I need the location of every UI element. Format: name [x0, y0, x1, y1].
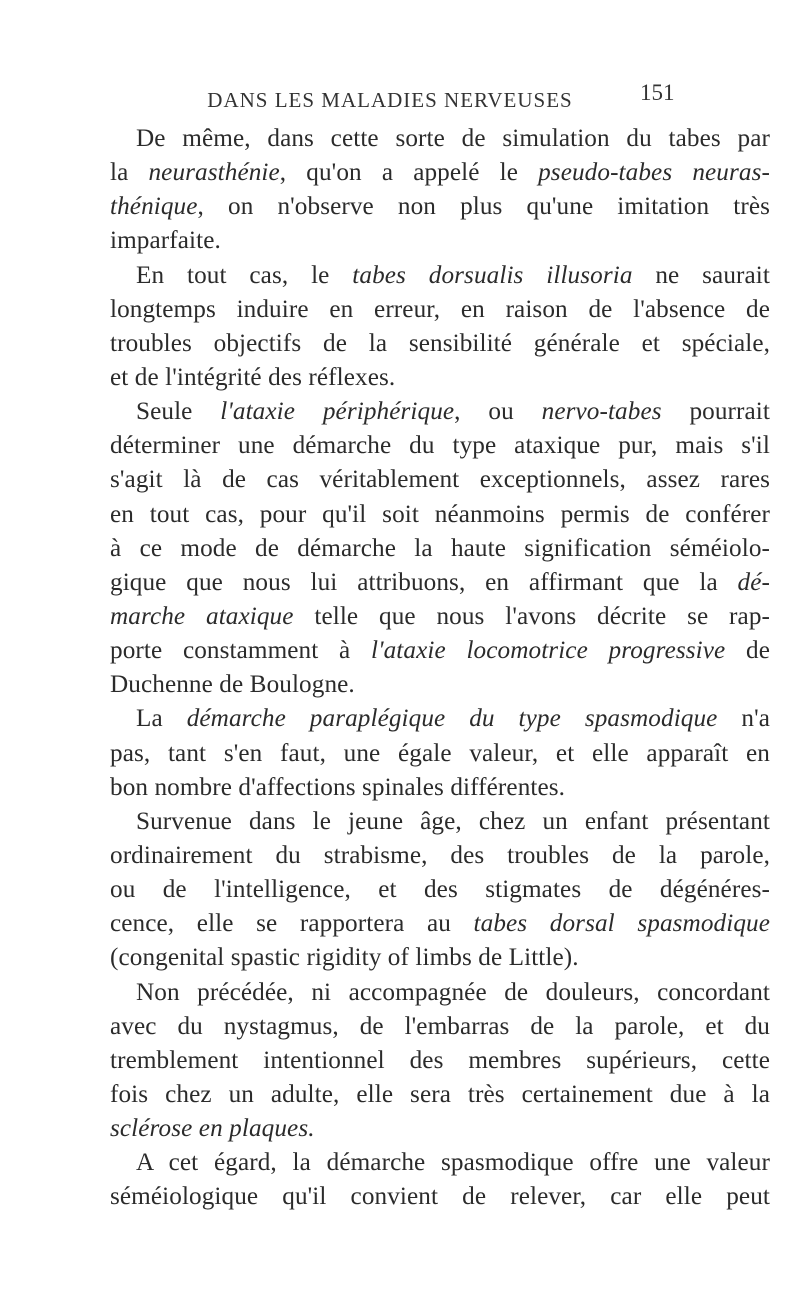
text-run: en tout cas, pour qu'il soit néanmoins permis de conférer — [110, 500, 770, 528]
text-line — [110, 327, 770, 361]
text-line — [110, 941, 770, 975]
text-run: gique que nous lui attribuons, en affirmant que la — [110, 568, 738, 596]
body-text — [110, 122, 770, 1215]
text-run: imparfaite. — [110, 227, 221, 255]
text-run: pas, tant s'en faut, une égale valeur, et elle apparaît en — [110, 739, 770, 767]
text-line — [110, 839, 770, 873]
italic-text: thénique — [110, 193, 198, 221]
text-run: s'agit là de cas véritablement exceptionnels, assez rares — [110, 466, 770, 494]
italic-text: l'ataxie périphérique — [220, 398, 455, 426]
text-run: (congenital spastic rigidity of limbs de Little). — [110, 944, 579, 972]
text-run: longtemps induire en erreur, en raison de l'absence de — [110, 295, 770, 323]
text-line — [110, 293, 770, 327]
page-number: 151 — [640, 80, 675, 105]
text-line — [110, 463, 770, 497]
text-line — [110, 873, 770, 907]
italic-text: pseudo-tabes neuras- — [538, 159, 770, 187]
text-run: ou de l'intelligence, et des stigmates de dégénéres- — [110, 876, 770, 904]
italic-text: l'ataxie locomotrice progressive — [371, 637, 726, 665]
text-run: telle que nous l'avons décrite se rap- — [293, 602, 771, 630]
italic-text: sclérose en plaques. — [110, 1115, 315, 1143]
text-line — [110, 190, 770, 224]
text-run: En tout cas, le — [136, 261, 353, 289]
text-run: à ce mode de démarche la haute signification séméiolo- — [110, 534, 770, 562]
text-run: bon nombre d'affections spinales différentes. — [110, 773, 566, 801]
text-run: pourrait — [661, 398, 771, 426]
text-run: La — [136, 705, 187, 733]
text-run: déterminer une démarche du type ataxique pur, mais s'il — [110, 432, 770, 460]
text-line — [110, 224, 770, 258]
italic-text: dé- — [737, 568, 770, 596]
italic-text: démarche paraplégique du type spasmodique — [186, 705, 718, 733]
text-line — [110, 498, 770, 532]
text-run: ne saurait — [632, 261, 770, 289]
text-line — [110, 634, 770, 668]
text-run: , on n'observe non plus qu'une imitation très — [197, 193, 770, 221]
text-run: ordinairement du strabisme, des troubles de la parole, — [110, 841, 770, 869]
text-line — [110, 1180, 770, 1214]
text-line — [110, 976, 770, 1010]
text-run: porte constamment à — [110, 637, 372, 665]
text-run: cence, elle se rapportera au — [110, 910, 474, 938]
text-line — [110, 361, 770, 395]
text-run: Seule — [136, 398, 221, 426]
text-run: tremblement intentionnel des membres supérieurs, cette — [110, 1046, 770, 1074]
text-line — [110, 600, 770, 634]
text-run: la — [110, 159, 149, 187]
text-run: , qu'on a appelé le — [279, 159, 539, 187]
italic-text: nervo-tabes — [541, 398, 662, 426]
text-run: troubles objectifs de la sensibilité générale et spéciale, — [110, 329, 770, 357]
text-line — [110, 771, 770, 805]
text-line — [110, 566, 770, 600]
text-line — [110, 737, 770, 771]
text-line — [110, 805, 770, 839]
running-head: DANS LES MALADIES NERVEUSES — [207, 88, 573, 112]
text-line — [110, 259, 770, 293]
text-line — [110, 907, 770, 941]
text-line — [110, 1044, 770, 1078]
text-run: Non précédée, ni accompagnée de douleurs, concordant — [136, 978, 770, 1006]
text-run: , ou — [454, 398, 542, 426]
text-run: n'a — [717, 705, 771, 733]
text-run: Survenue dans le jeune âge, chez un enfant présentant — [136, 807, 770, 835]
italic-text: marche ataxique — [110, 602, 294, 630]
text-line — [110, 395, 770, 429]
text-run: Duchenne de Boulogne. — [110, 671, 355, 699]
italic-text: tabes dorsal spasmodique — [473, 910, 770, 938]
text-line — [110, 1146, 770, 1180]
text-line — [110, 429, 770, 463]
text-line — [110, 122, 770, 156]
text-run: A cet égard, la démarche spasmodique offre une valeur — [136, 1149, 770, 1177]
text-line — [110, 1010, 770, 1044]
italic-text: tabes dorsualis illusoria — [352, 261, 633, 289]
text-run: et de l'intégrité des réflexes. — [110, 363, 396, 391]
text-line — [110, 532, 770, 566]
text-run: séméiologique qu'il convient de relever, car elle peut — [110, 1183, 770, 1211]
text-line — [110, 156, 770, 190]
text-line — [110, 1078, 770, 1112]
text-line — [110, 702, 770, 736]
text-line — [110, 668, 770, 702]
italic-text: neurasthénie — [148, 159, 280, 187]
text-run: fois chez un adulte, elle sera très certainement due à la — [110, 1080, 770, 1108]
text-run: avec du nystagmus, de l'embarras de la parole, et du — [110, 1012, 770, 1040]
text-line — [110, 1112, 770, 1146]
text-run: de — [725, 637, 771, 665]
text-run: De même, dans cette sorte de simulation du tabes par — [136, 125, 770, 152]
